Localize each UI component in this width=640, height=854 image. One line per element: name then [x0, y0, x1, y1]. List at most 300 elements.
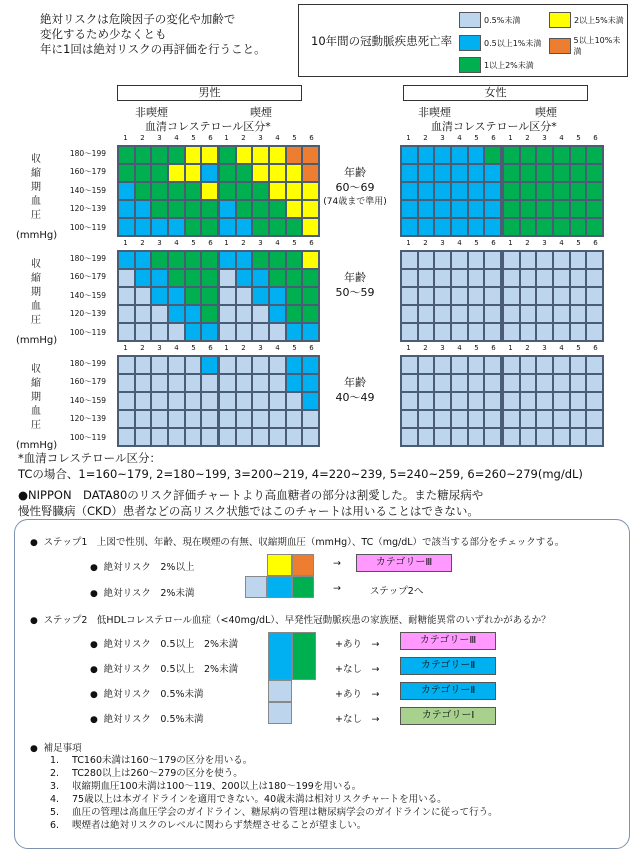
column-number: 5 [292, 134, 297, 142]
sbp-row-label: 140～159 [69, 395, 106, 405]
risk-cell [185, 305, 202, 323]
risk-cell [236, 287, 253, 305]
risk-cell [586, 410, 603, 428]
column-number: 3 [542, 344, 547, 352]
risk-cell [401, 287, 418, 305]
risk-grid [400, 250, 502, 342]
risk-cell [252, 146, 269, 164]
female-smoker-label: 喫煙 [535, 106, 557, 119]
column-number: 6 [309, 344, 314, 352]
risk-cell [302, 251, 319, 269]
age-range: 50～59 [335, 286, 375, 299]
supp-num: 6. [50, 820, 60, 831]
sbp-row-label: 160～179 [69, 377, 106, 387]
risk-cell [201, 428, 218, 446]
risk-cell [236, 269, 253, 287]
column-number: 1 [224, 134, 229, 142]
risk-cell [434, 218, 451, 236]
risk-cell [520, 200, 537, 218]
risk-cell [451, 218, 468, 236]
risk-cell [286, 374, 303, 392]
risk-cell [168, 269, 185, 287]
risk-cell [468, 164, 485, 182]
risk-cell [236, 374, 253, 392]
risk-cell [269, 200, 286, 218]
risk-cell [118, 146, 135, 164]
risk-cell [570, 305, 587, 323]
sbp-row-label: 140～159 [69, 185, 106, 195]
bullet-icon: ● [90, 640, 104, 650]
column-number: 5 [474, 239, 479, 247]
risk-cell [401, 356, 418, 374]
risk-cell [434, 428, 451, 446]
risk-cell [269, 305, 286, 323]
risk-cell [151, 182, 168, 200]
risk-grid [218, 250, 320, 342]
legend-item [459, 57, 534, 73]
risk-cell [118, 182, 135, 200]
column-number: 2 [140, 134, 145, 142]
risk-cell [252, 323, 269, 341]
column-number: 3 [440, 239, 445, 247]
risk-cell [451, 251, 468, 269]
risk-cell [236, 164, 253, 182]
supp-item [50, 819, 498, 832]
risk-cell [286, 392, 303, 410]
risk-cell [451, 146, 468, 164]
risk-label: 絶対リスク 2%以上 [103, 562, 195, 573]
sbp-char: 圧 [31, 210, 41, 221]
supp-num: 4. [50, 794, 60, 805]
legend-label: 2以上5%未満 [574, 15, 624, 25]
supp-item [50, 780, 498, 793]
risk-cell [269, 410, 286, 428]
risk-cell [418, 182, 435, 200]
risk-cell [151, 392, 168, 410]
column-number: 2 [241, 134, 246, 142]
risk-cell [236, 146, 253, 164]
sbp-row-label: 120～139 [69, 204, 106, 214]
risk-cell [236, 200, 253, 218]
column-numbers [117, 239, 219, 247]
risk-cell [219, 146, 236, 164]
risk-cell [586, 356, 603, 374]
risk-cell [135, 218, 152, 236]
risk-cell [553, 305, 570, 323]
risk-cell [286, 146, 303, 164]
risk-cell [302, 428, 319, 446]
risk-cell [503, 146, 520, 164]
risk-cell [201, 164, 218, 182]
footnote-line: TCの場合、1=160~179, 2=180~199, 3=200~219, 4=220~239, 5=240~259, 6=260~279(mg/dL) [18, 467, 583, 481]
risk-cell [219, 392, 236, 410]
risk-cell [236, 356, 253, 374]
risk-cell [451, 200, 468, 218]
column-numbers [117, 344, 219, 352]
category-badge: カテゴリーⅡ [400, 657, 496, 675]
sbp-row-label: 120～139 [69, 309, 106, 319]
column-numbers [117, 134, 219, 142]
sbp-row-label: 180～199 [69, 149, 106, 158]
risk-cell [418, 356, 435, 374]
risk-cell [118, 164, 135, 182]
sbp-axis-label [16, 363, 56, 453]
age-label [320, 375, 390, 405]
risk-cell [536, 164, 553, 182]
risk-cell [135, 428, 152, 446]
sbp-char: 血 [31, 196, 41, 207]
sbp-row-label: 100～119 [69, 432, 106, 442]
risk-cell [135, 287, 152, 305]
risk-cell [536, 428, 553, 446]
risk-cell [302, 269, 319, 287]
risk-cell [151, 305, 168, 323]
risk-cell [118, 428, 135, 446]
risk-cell [252, 287, 269, 305]
risk-cell [570, 356, 587, 374]
note-line: 年に1回は絶対リスクの再評価を行うこと。 [40, 42, 266, 56]
risk-cell [118, 323, 135, 341]
risk-cell [269, 269, 286, 287]
risk-cell [185, 428, 202, 446]
risk-cell [484, 428, 501, 446]
risk-cell [418, 251, 435, 269]
sbp-row-label: 160～179 [69, 167, 106, 177]
risk-cell [553, 164, 570, 182]
risk-cell [286, 305, 303, 323]
risk-cell [484, 251, 501, 269]
legend-swatch [459, 57, 481, 73]
step2-risk [90, 636, 238, 650]
risk-cell [503, 305, 520, 323]
legend-title: 10年間の冠動脈疾患死亡率 [311, 34, 453, 48]
risk-cell [185, 269, 202, 287]
legend-swatch [549, 38, 571, 54]
risk-cell [151, 287, 168, 305]
column-number: 2 [423, 239, 428, 247]
risk-cell [219, 182, 236, 200]
column-number: 1 [508, 239, 513, 247]
step2-risk [90, 686, 204, 700]
risk-cell [570, 251, 587, 269]
risk-cell [401, 323, 418, 341]
risk-cell [168, 410, 185, 428]
risk-cell [302, 200, 319, 218]
risk-cell [586, 428, 603, 446]
sbp-char: 圧 [31, 420, 41, 431]
risk-cell [503, 410, 520, 428]
risk-cell [236, 218, 253, 236]
legend-label: 5以上10%未満 [573, 36, 621, 56]
sbp-char: 収 [31, 154, 41, 165]
risk-cell [252, 410, 269, 428]
risk-cell [302, 323, 319, 341]
risk-cell [168, 374, 185, 392]
sbp-row-label: 120～139 [69, 414, 106, 424]
sbp-char: 収 [31, 259, 41, 270]
risk-cell [553, 287, 570, 305]
male-header: 男性 [117, 85, 302, 101]
risk-cell [185, 410, 202, 428]
risk-cell [302, 410, 319, 428]
category-badge: カテゴリーⅠ [400, 707, 496, 725]
risk-cell [503, 182, 520, 200]
risk-cell [570, 374, 587, 392]
risk-cell [219, 251, 236, 269]
risk-cell [503, 323, 520, 341]
age-label [320, 165, 390, 210]
risk-cell [586, 269, 603, 287]
supp-item [50, 806, 498, 819]
risk-cell [586, 200, 603, 218]
risk-cell [520, 392, 537, 410]
risk-cell [520, 218, 537, 236]
risk-cell [219, 200, 236, 218]
arrow: → [333, 583, 341, 594]
risk-cell [302, 218, 319, 236]
risk-cell [168, 218, 185, 236]
risk-cell [553, 146, 570, 164]
sbp-char: 縮 [31, 168, 41, 179]
sbp-char: (mmHg) [16, 230, 58, 241]
sbp-char: (mmHg) [16, 440, 58, 451]
risk-cell [286, 218, 303, 236]
legend-swatch [459, 35, 481, 51]
column-number: 2 [241, 239, 246, 247]
risk-cell [434, 200, 451, 218]
risk-cell [553, 428, 570, 446]
age-title: 年齢 [344, 166, 366, 179]
risk-cell [201, 218, 218, 236]
supp-num: 3. [50, 781, 60, 792]
risk-cell [269, 323, 286, 341]
risk-cell [219, 428, 236, 446]
risk-cell [236, 323, 253, 341]
risk-cell [451, 374, 468, 392]
risk-cell [418, 164, 435, 182]
risk-cell [503, 164, 520, 182]
risk-cell [553, 200, 570, 218]
column-numbers [400, 239, 502, 247]
risk-cell [168, 323, 185, 341]
condition-label: +あり → [335, 639, 380, 650]
risk-cell [135, 356, 152, 374]
sbp-row-label: 100～119 [69, 327, 106, 337]
risk-cell [201, 374, 218, 392]
risk-cell [135, 392, 152, 410]
risk-cell [252, 356, 269, 374]
risk-cell [468, 269, 485, 287]
risk-cell [536, 218, 553, 236]
risk-label: 絶対リスク 0.5%未満 [103, 714, 204, 725]
supp-text: TC160未満は160～179の区分を用いる。 [72, 755, 253, 766]
column-numbers [218, 134, 320, 142]
risk-cell [269, 392, 286, 410]
category-badge: カテゴリーⅡ [400, 682, 496, 700]
risk-cell [168, 356, 185, 374]
risk-cell [135, 200, 152, 218]
risk-cell [219, 269, 236, 287]
risk-cell [252, 251, 269, 269]
risk-cell [201, 269, 218, 287]
risk-cell [135, 323, 152, 341]
risk-cell [286, 182, 303, 200]
supp-item [50, 767, 498, 780]
risk-cell [236, 182, 253, 200]
risk-cell [484, 269, 501, 287]
risk-cell [553, 392, 570, 410]
column-number: 2 [423, 134, 428, 142]
risk-cell [269, 146, 286, 164]
risk-cell [434, 323, 451, 341]
legend-item [549, 12, 624, 28]
risk-cell [503, 218, 520, 236]
column-number: 2 [140, 344, 145, 352]
risk-cell [219, 356, 236, 374]
column-number: 3 [542, 134, 547, 142]
column-number: 6 [208, 239, 213, 247]
risk-cell [201, 182, 218, 200]
swatch-blue [267, 576, 292, 598]
risk-cell [520, 323, 537, 341]
column-number: 4 [174, 239, 179, 247]
column-number: 2 [423, 344, 428, 352]
risk-cell [468, 182, 485, 200]
risk-cell [286, 356, 303, 374]
risk-cell [401, 146, 418, 164]
risk-cell [451, 182, 468, 200]
column-number: 1 [508, 344, 513, 352]
note-line: 変化するため少なくとも [40, 27, 167, 41]
column-number: 4 [174, 344, 179, 352]
bullet-icon: ● [30, 616, 44, 626]
step1-text [30, 534, 564, 548]
risk-cell [520, 356, 537, 374]
sbp-axis-label [16, 153, 56, 243]
risk-cell [418, 428, 435, 446]
risk-cell [168, 182, 185, 200]
risk-cell [135, 305, 152, 323]
risk-cell [168, 392, 185, 410]
risk-cell [151, 251, 168, 269]
risk-cell [468, 200, 485, 218]
risk-grid [117, 250, 219, 342]
column-number: 1 [508, 134, 513, 142]
risk-cell [586, 164, 603, 182]
risk-cell [151, 323, 168, 341]
risk-cell [168, 200, 185, 218]
column-number: 6 [593, 239, 598, 247]
risk-cell [484, 410, 501, 428]
risk-cell [434, 251, 451, 269]
risk-cell [520, 182, 537, 200]
bullet-icon: ● [90, 563, 104, 573]
step2-risk [90, 711, 204, 725]
step1-row1 [90, 559, 194, 573]
risk-cell [236, 392, 253, 410]
risk-cell [286, 269, 303, 287]
risk-cell [536, 392, 553, 410]
supp-item [50, 754, 498, 767]
risk-cell [434, 269, 451, 287]
swatch-yellow [267, 554, 292, 576]
column-number: 2 [525, 239, 530, 247]
risk-cell [201, 356, 218, 374]
risk-cell [451, 428, 468, 446]
risk-cell [484, 374, 501, 392]
risk-cell [536, 269, 553, 287]
risk-cell [586, 218, 603, 236]
column-number: 1 [224, 344, 229, 352]
risk-cell [135, 251, 152, 269]
risk-cell [201, 305, 218, 323]
sbp-char: 血 [31, 406, 41, 417]
risk-grid [502, 145, 604, 237]
supp-item [50, 793, 498, 806]
risk-cell [570, 428, 587, 446]
sbp-row-labels [60, 250, 106, 342]
risk-cell [135, 374, 152, 392]
risk-cell [302, 305, 319, 323]
risk-cell [135, 269, 152, 287]
column-number: 4 [275, 344, 280, 352]
risk-cell [536, 182, 553, 200]
column-number: 4 [457, 239, 462, 247]
supp-num: 2. [50, 768, 60, 779]
risk-cell [451, 323, 468, 341]
column-number: 4 [559, 344, 564, 352]
supp-text: 収縮期血圧100未満は100～119、200以上は180～199を用いる。 [72, 781, 362, 792]
female-non-smoker-label: 非喫煙 [418, 106, 451, 119]
risk-cell [135, 146, 152, 164]
sbp-row-label: 180～199 [69, 254, 106, 263]
column-number: 2 [525, 134, 530, 142]
risk-cell [185, 374, 202, 392]
column-number: 2 [525, 344, 530, 352]
swatch-blue [268, 632, 292, 680]
risk-cell [118, 410, 135, 428]
male-smoker-label: 喫煙 [250, 106, 272, 119]
risk-cell [252, 392, 269, 410]
legend-label: 0.5以上1%未満 [484, 38, 542, 48]
risk-cell [570, 269, 587, 287]
risk-cell [418, 410, 435, 428]
risk-cell [553, 182, 570, 200]
risk-cell [151, 410, 168, 428]
risk-cell [401, 182, 418, 200]
risk-cell [302, 287, 319, 305]
sbp-row-labels [60, 355, 106, 447]
risk-cell [252, 218, 269, 236]
legend-item [459, 12, 520, 28]
sbp-char: 収 [31, 364, 41, 375]
risk-label: 絶対リスク 0.5以上 2%未満 [103, 664, 239, 675]
swatch-light [268, 680, 292, 702]
risk-cell [418, 323, 435, 341]
category-3-badge: カテゴリーⅢ [356, 554, 452, 572]
age-note: (74歳まで準用) [323, 197, 387, 207]
risk-cell [586, 146, 603, 164]
column-number: 3 [157, 239, 162, 247]
risk-cell [118, 251, 135, 269]
risk-cell [418, 392, 435, 410]
column-number: 5 [191, 134, 196, 142]
risk-cell [503, 200, 520, 218]
risk-cell [118, 287, 135, 305]
step1-label: ステップ1 上図で性別、年齢、現在喫煙の有無、収縮期血圧（mmHg）、TC（mg/dL）で該当する部分をチェックする。 [43, 537, 565, 548]
risk-cell [451, 269, 468, 287]
sbp-char: 期 [31, 182, 41, 193]
